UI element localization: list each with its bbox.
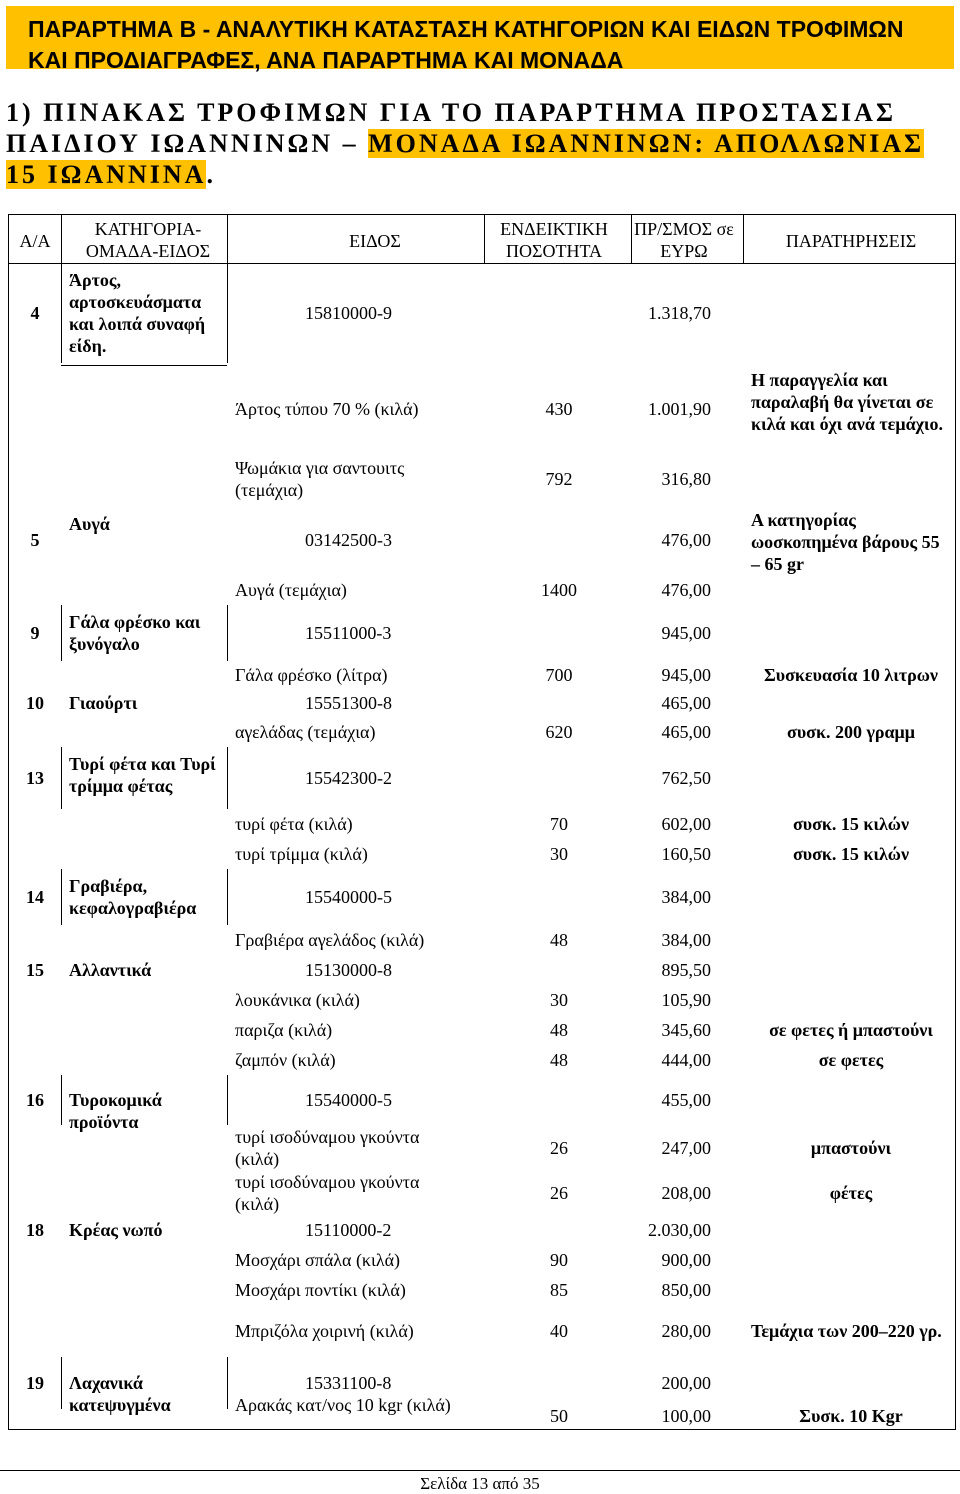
row-item: αγελάδας (τεμάχια) xyxy=(235,722,376,742)
row-item: ζαμπόν (κιλά) xyxy=(235,1050,336,1070)
row-category: Αλλαντικά xyxy=(69,960,152,980)
row-price: 345,60 xyxy=(661,1020,711,1040)
row-price: 762,50 xyxy=(661,768,711,788)
row-price: 384,00 xyxy=(661,930,711,950)
page-number: Σελίδα 13 από 35 xyxy=(420,1474,540,1493)
row-category: Αυγά xyxy=(69,514,110,534)
row-number: 16 xyxy=(26,1090,44,1110)
row-quantity: 430 xyxy=(545,399,573,419)
row-category: Γραβιέρα, κεφαλογραβιέρα xyxy=(69,876,197,918)
row-price: 247,00 xyxy=(661,1138,711,1158)
row-item: Αυγά (τεμάχια) xyxy=(235,580,347,600)
row-category: Γιαούρτι xyxy=(69,693,138,713)
row-item: Γραβιέρα αγελάδος (κιλά) xyxy=(235,930,425,950)
row-item: 15540000-5 xyxy=(305,887,392,907)
row-item: Μοσχάρι ποντίκι (κιλά) xyxy=(235,1280,406,1300)
row-item: 15551300-8 xyxy=(305,693,392,713)
row-category: Κρέας νωπό xyxy=(69,1220,163,1240)
row-price: 476,00 xyxy=(661,580,711,600)
row-price: 444,00 xyxy=(661,1050,711,1070)
section-title xyxy=(6,97,954,190)
row-item: Ψωμάκια για σαντουιτς (τεμάχια) xyxy=(235,458,405,500)
column-divider xyxy=(227,869,228,925)
column-divider xyxy=(743,215,744,263)
header-category: ΚΑΤΗΓΟΡΙΑ-ΟΜΑΔΑ-ΕΙΔΟΣ xyxy=(85,219,211,261)
row-quantity: 700 xyxy=(545,665,573,685)
section-title-end: . xyxy=(206,160,216,189)
section-title-unit: ΜΟΝΑΔΑ ΙΩΑΝΝΙΝΩΝ: ΑΠΟΛΛΩΝΙΑΣ 15 ΙΩΑΝΝΙΝΑ xyxy=(6,129,925,189)
row-price: 455,00 xyxy=(661,1090,711,1110)
row-price: 384,00 xyxy=(661,887,711,907)
row-note: Τεμάχια των 200–220 γρ. xyxy=(751,1321,942,1341)
row-item: τυρί τρίμμα (κιλά) xyxy=(235,844,368,864)
row-quantity: 26 xyxy=(550,1183,568,1203)
header-notes: ΠΑΡΑΤΗΡΗΣΕΙΣ xyxy=(785,231,917,251)
row-number: 19 xyxy=(26,1373,44,1393)
row-price: 465,00 xyxy=(661,693,711,713)
row-price: 2.030,00 xyxy=(648,1220,711,1240)
row-number: 10 xyxy=(26,693,44,713)
title-banner xyxy=(6,6,954,73)
row-price: 945,00 xyxy=(661,665,711,685)
column-divider xyxy=(484,215,485,263)
row-category: Τυροκομικά προϊόντα xyxy=(69,1090,162,1132)
row-note: φέτες xyxy=(829,1183,873,1203)
row-quantity: 1400 xyxy=(541,580,577,600)
row-quantity: 30 xyxy=(550,844,568,864)
column-divider xyxy=(227,215,228,263)
row-quantity: 30 xyxy=(550,990,568,1010)
column-divider xyxy=(631,215,632,263)
food-table xyxy=(8,214,956,1430)
column-divider xyxy=(61,1357,62,1409)
section-title-part1: 1) ΠΙΝΑΚΑΣ ΤΡΟΦΙΜΩΝ ΓΙΑ ΤΟ ΠΑΡΑΡΤΗΜΑ ΠΡΟΣΤΑΣΙΑΣ ΠΑΙΔΙΟΥ ΙΩΑΝΝΙΝΩΝ – xyxy=(6,98,896,158)
row-note: Συσκ. 10 Kgr xyxy=(799,1406,903,1426)
row-note: Συσκευασία 10 λιτρων xyxy=(764,665,938,685)
row-note: σε φετες ή μπαστούνι xyxy=(769,1020,933,1040)
row-item: τυρί ισοδύναμου γκούντα (κιλά) xyxy=(235,1127,420,1169)
header-price: ΠΡ/ΣΜΟΣ σε ΕΥΡΩ xyxy=(634,219,734,261)
row-quantity: 90 xyxy=(550,1250,568,1270)
row-divider xyxy=(9,263,955,264)
row-price: 208,00 xyxy=(661,1183,711,1203)
column-divider xyxy=(61,1075,62,1125)
row-item: 15810000-9 xyxy=(305,303,392,323)
row-quantity: 792 xyxy=(545,469,573,489)
row-price: 465,00 xyxy=(661,722,711,742)
row-quantity: 48 xyxy=(550,1020,568,1040)
row-item: τυρί φέτα (κιλά) xyxy=(235,814,353,834)
row-number: 4 xyxy=(30,303,40,323)
row-price: 476,00 xyxy=(661,530,711,550)
row-quantity: 48 xyxy=(550,1050,568,1070)
row-quantity: 620 xyxy=(545,722,573,742)
row-note: συσκ. 15 κιλών xyxy=(792,814,910,834)
row-price: 105,90 xyxy=(661,990,711,1010)
header-qty: ΕΝΔΕΙΚΤΙΚΗ ΠΟΣΟΤΗΤΑ xyxy=(500,219,608,261)
column-divider xyxy=(227,605,228,661)
row-divider xyxy=(61,365,227,366)
column-divider xyxy=(61,869,62,925)
row-note: Α κατηγορίας ωοσκοπημένα βάρους 55 – 65 gr xyxy=(751,510,940,574)
row-note: σε φετες xyxy=(818,1050,884,1070)
row-note: συσκ. 15 κιλών xyxy=(792,844,910,864)
column-divider xyxy=(61,747,62,809)
column-divider xyxy=(61,215,62,263)
row-note: συσκ. 200 γραμμ xyxy=(787,722,915,742)
row-item: παριζα (κιλά) xyxy=(235,1020,333,1040)
row-category: Λαχανικά κατεψυγμένα xyxy=(69,1373,171,1415)
row-item: 15130000-8 xyxy=(305,960,392,980)
row-category: Γάλα φρέσκο και ξυνόγαλο xyxy=(69,612,201,654)
row-note: Η παραγγελία και παραλαβή θα γίνεται σε κιλά και όχι ανά τεμάχιο. xyxy=(751,370,944,434)
row-item: λουκάνικα (κιλά) xyxy=(235,990,360,1010)
row-item: Μπριζόλα χοιρινή (κιλά) xyxy=(235,1321,414,1341)
row-price: 602,00 xyxy=(661,814,711,834)
row-item: Μοσχάρι σπάλα (κιλά) xyxy=(235,1250,400,1270)
row-price: 850,00 xyxy=(661,1280,711,1300)
row-category: Άρτος, αρτοσκευάσματα και λοιπά συναφή είδη. xyxy=(69,270,206,356)
document-title: ΠΑΡΑΡΤΗΜΑ Β - ΑΝΑΛΥΤΙΚΗ ΚΑΤΑΣΤΑΣΗ ΚΑΤΗΓΟΡΙΩΝ ΚΑΙ ΕΙΔΩΝ ΤΡΟΦΙΜΩΝ ΚΑΙ ΠΡΟΔΙΑΓΡΑΦΕΣ, ΑΝΑ ΠΑΡΑΡΤΗΜΑ ΚΑΙ ΜΟΝΑΔΑ xyxy=(28,16,904,73)
row-price: 895,50 xyxy=(661,960,711,980)
row-item: τυρί ισοδύναμου γκούντα (κιλά) xyxy=(235,1172,420,1214)
row-item: 15511000-3 xyxy=(305,623,392,643)
row-item: 15331100-8 xyxy=(305,1373,392,1393)
row-category: Τυρί φέτα και Τυρί τρίμμα φέτας xyxy=(69,754,216,796)
row-number: 14 xyxy=(26,887,44,907)
row-price: 1.318,70 xyxy=(648,303,711,323)
row-item: Αρακάς κατ/νος 10 kgr (κιλά) xyxy=(235,1395,451,1415)
footer-divider xyxy=(0,1470,960,1471)
column-divider xyxy=(227,263,228,363)
row-price: 280,00 xyxy=(661,1321,711,1341)
row-price: 1.001,90 xyxy=(648,399,711,419)
row-note: μπαστούνι xyxy=(810,1138,892,1158)
row-item: 15110000-2 xyxy=(305,1220,392,1240)
row-quantity: 85 xyxy=(550,1280,568,1300)
row-quantity: 50 xyxy=(550,1406,568,1426)
row-price: 945,00 xyxy=(661,623,711,643)
column-divider xyxy=(61,263,62,363)
row-item: Άρτος τύπου 70 % (κιλά) xyxy=(235,399,419,419)
row-number: 13 xyxy=(26,768,44,788)
row-price: 160,50 xyxy=(661,844,711,864)
row-item: 15540000-5 xyxy=(305,1090,392,1110)
column-divider xyxy=(227,747,228,809)
row-price: 900,00 xyxy=(661,1250,711,1270)
row-item: 03142500-3 xyxy=(305,530,392,550)
row-quantity: 26 xyxy=(550,1138,568,1158)
header-item: ΕΙΔΟΣ xyxy=(349,231,401,251)
row-number: 5 xyxy=(30,530,40,550)
row-quantity: 70 xyxy=(550,814,568,834)
column-divider xyxy=(227,1075,228,1125)
row-number: 9 xyxy=(30,623,40,643)
column-divider xyxy=(61,605,62,661)
row-number: 15 xyxy=(26,960,44,980)
header-aa: Α/Α xyxy=(19,231,51,251)
row-price: 316,80 xyxy=(661,469,711,489)
row-price: 200,00 xyxy=(661,1373,711,1393)
row-price: 100,00 xyxy=(661,1406,711,1426)
row-quantity: 40 xyxy=(550,1321,568,1341)
row-item: Γάλα φρέσκο (λίτρα) xyxy=(235,665,388,685)
row-item: 15542300-2 xyxy=(305,768,392,788)
column-divider xyxy=(227,1357,228,1409)
row-number: 18 xyxy=(26,1220,44,1240)
row-quantity: 48 xyxy=(550,930,568,950)
